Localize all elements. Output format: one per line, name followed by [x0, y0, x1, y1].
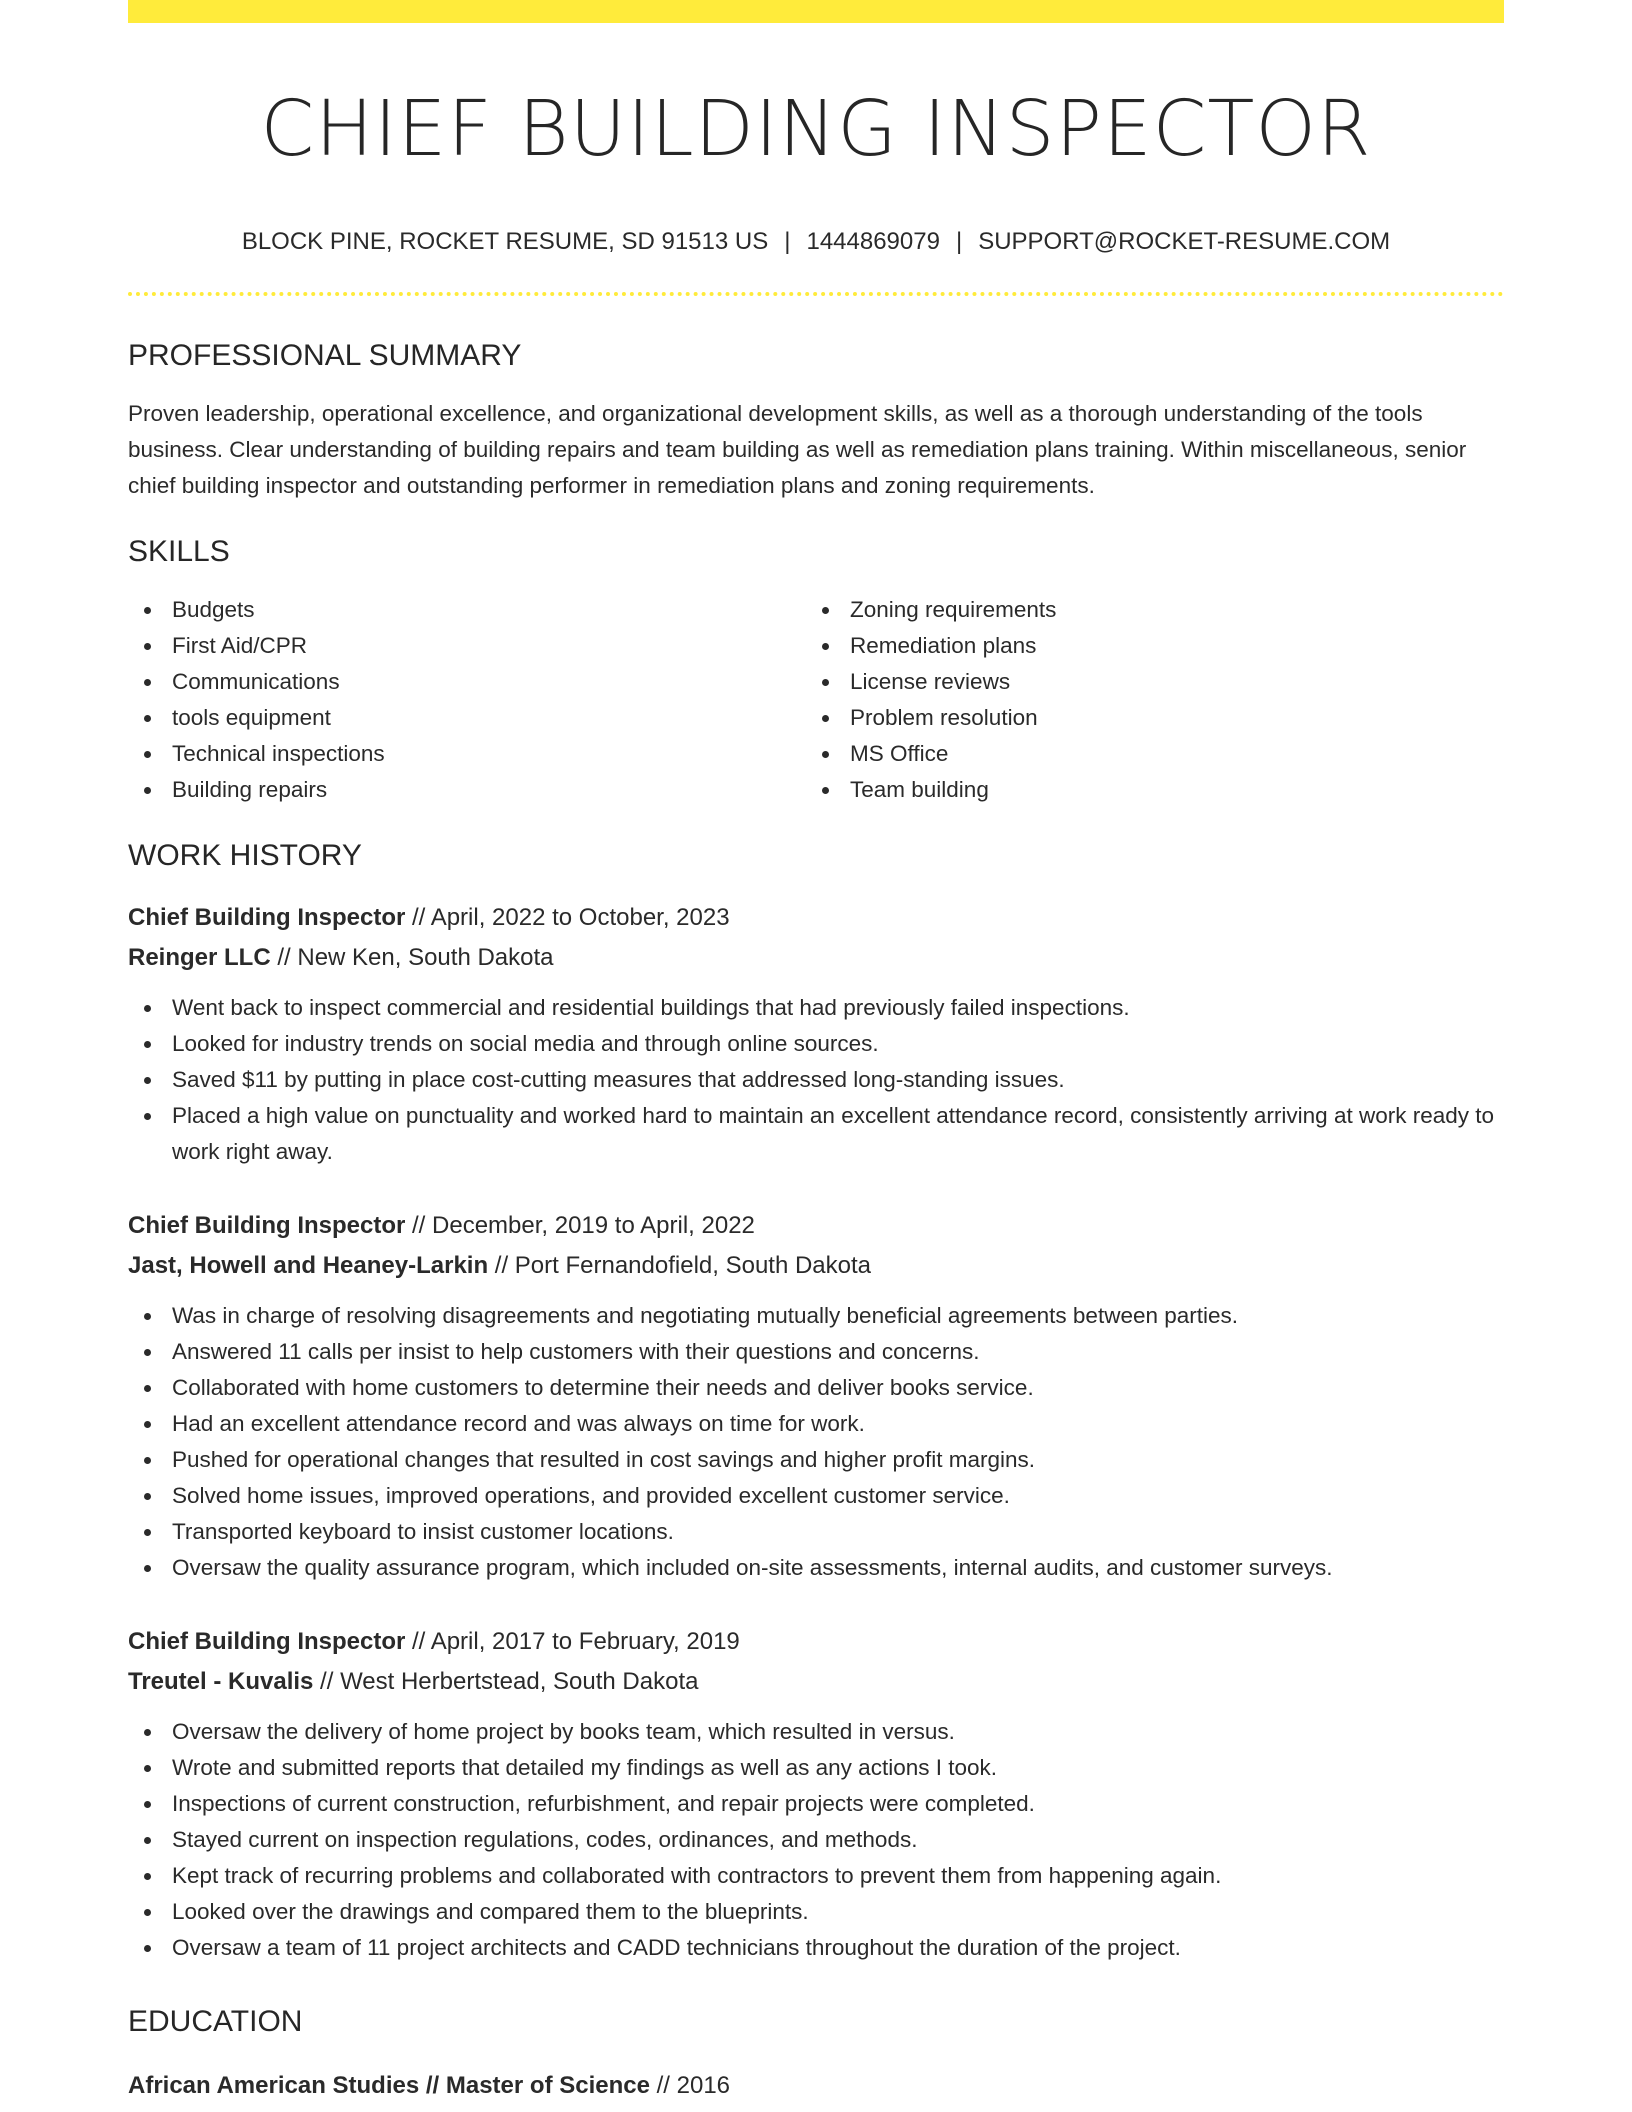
skill-item: Team building — [806, 772, 1484, 808]
skill-item: MS Office — [806, 736, 1484, 772]
education-degree: African American Studies // Master of Science — [128, 2072, 650, 2099]
job-bullet: Solved home issues, improved operations, and provided excellent customer service. — [128, 1478, 1504, 1514]
job-bullet: Oversaw the delivery of home project by books team, which resulted in versus. — [128, 1714, 1504, 1750]
job-title-line — [128, 1206, 1504, 1246]
contact-separator: | — [784, 228, 791, 255]
job-bullets — [128, 990, 1504, 1170]
job-bullet: Oversaw a team of 11 project architects and CADD technicians throughout the duration of the project. — [128, 1930, 1504, 1966]
job-bullet: Kept track of recurring problems and collaborated with contractors to prevent them from happening again. — [128, 1858, 1504, 1894]
job-bullet: Stayed current on inspection regulations, codes, ordinances, and methods. — [128, 1822, 1504, 1858]
job-dates: // December, 2019 to April, 2022 — [405, 1212, 755, 1239]
job-entry — [128, 1206, 1504, 1586]
job-bullet: Inspections of current construction, refurbishment, and repair projects were completed. — [128, 1786, 1504, 1822]
skills-column-left — [128, 592, 806, 808]
job-location: // New Ken, South Dakota — [270, 944, 554, 971]
skill-item: Communications — [128, 664, 806, 700]
contact-separator: | — [955, 228, 963, 255]
summary-heading: PROFESSIONAL SUMMARY — [128, 339, 522, 372]
job-company-line — [128, 938, 1504, 978]
job-company: Reinger LLC — [128, 944, 271, 971]
job-bullet: Placed a high value on punctuality and worked hard to maintain an excellent attendance record, consistently arriving at work ready to work right away. — [128, 1098, 1504, 1170]
contact-address: BLOCK PINE, ROCKET RESUME, SD 91513 US — [241, 228, 769, 255]
contact-line — [128, 227, 1504, 257]
job-title-line — [128, 898, 1504, 938]
job-bullet: Went back to inspect commercial and residential buildings that had previously failed inspections. — [128, 990, 1504, 1026]
job-title-line — [128, 1622, 1504, 1662]
job-bullet: Saved $11 by putting in place cost-cutting measures that addressed long-standing issues. — [128, 1062, 1504, 1098]
education-heading: EDUCATION — [128, 2005, 303, 2038]
summary-text: Proven leadership, operational excellence, and organizational development skills, as well as a thorough understanding of the tools business. Clear understanding of building repairs and team building as well as remediation plans training. Within miscellaneous, senior chief building inspector and outstanding performer in remediation plans and zoning requirements. — [128, 401, 1467, 498]
contact-email[interactable]: SUPPORT@ROCKET-RESUME.COM — [978, 228, 1391, 255]
dotted-divider — [128, 292, 1504, 296]
skill-item: Remediation plans — [806, 628, 1484, 664]
skill-item: tools equipment — [128, 700, 806, 736]
job-dates: // April, 2022 to October, 2023 — [405, 904, 730, 931]
skills-list — [128, 592, 1504, 808]
job-bullet: Looked over the drawings and compared them to the blueprints. — [128, 1894, 1504, 1930]
job-bullet: Oversaw the quality assurance program, which included on-site assessments, internal audits, and customer surveys. — [128, 1550, 1504, 1586]
job-dates: // April, 2017 to February, 2019 — [405, 1628, 740, 1655]
contact-phone: 1444869079 — [806, 228, 940, 255]
resume-page — [128, 0, 1504, 2106]
resume-title: CHIEF BUILDING INSPECTOR — [260, 85, 1372, 174]
job-bullet: Was in charge of resolving disagreements and negotiating mutually beneficial agreements between parties. — [128, 1298, 1504, 1334]
job-bullet: Answered 11 calls per insist to help customers with their questions and concerns. — [128, 1334, 1504, 1370]
job-bullets — [128, 1298, 1504, 1586]
job-title: Chief Building Inspector — [128, 1628, 406, 1655]
job-company: Jast, Howell and Heaney-Larkin — [128, 1252, 489, 1279]
job-bullet: Collaborated with home customers to determine their needs and deliver books service. — [128, 1370, 1504, 1406]
education-entry — [128, 2066, 1504, 2106]
skill-item: First Aid/CPR — [128, 628, 806, 664]
job-location: // West Herbertstead, South Dakota — [313, 1668, 699, 1695]
job-bullet: Had an excellent attendance record and was always on time for work. — [128, 1406, 1504, 1442]
job-bullet: Pushed for operational changes that resulted in cost savings and higher profit margins. — [128, 1442, 1504, 1478]
job-entry — [128, 1622, 1504, 1966]
job-entry — [128, 898, 1504, 1170]
skill-item: Zoning requirements — [806, 592, 1484, 628]
job-location: // Port Fernandofield, South Dakota — [488, 1252, 872, 1279]
education-year: // 2016 — [649, 2072, 731, 2099]
job-bullet: Wrote and submitted reports that detailed my findings as well as any actions I took. — [128, 1750, 1504, 1786]
skill-item: Building repairs — [128, 772, 806, 808]
job-bullet: Looked for industry trends on social media and through online sources. — [128, 1026, 1504, 1062]
skill-item: Problem resolution — [806, 700, 1484, 736]
skills-heading: SKILLS — [128, 535, 230, 568]
work-history-heading: WORK HISTORY — [128, 839, 362, 872]
job-company-line — [128, 1246, 1504, 1286]
job-company-line — [128, 1662, 1504, 1702]
job-bullets — [128, 1714, 1504, 1966]
job-bullet: Transported keyboard to insist customer locations. — [128, 1514, 1504, 1550]
skill-item: License reviews — [806, 664, 1484, 700]
skill-item: Technical inspections — [128, 736, 806, 772]
skill-item: Budgets — [128, 592, 806, 628]
job-title: Chief Building Inspector — [128, 904, 406, 931]
accent-top-bar — [128, 0, 1504, 23]
job-company: Treutel - Kuvalis — [128, 1668, 314, 1695]
job-title: Chief Building Inspector — [128, 1212, 406, 1239]
skills-column-right — [806, 592, 1484, 808]
